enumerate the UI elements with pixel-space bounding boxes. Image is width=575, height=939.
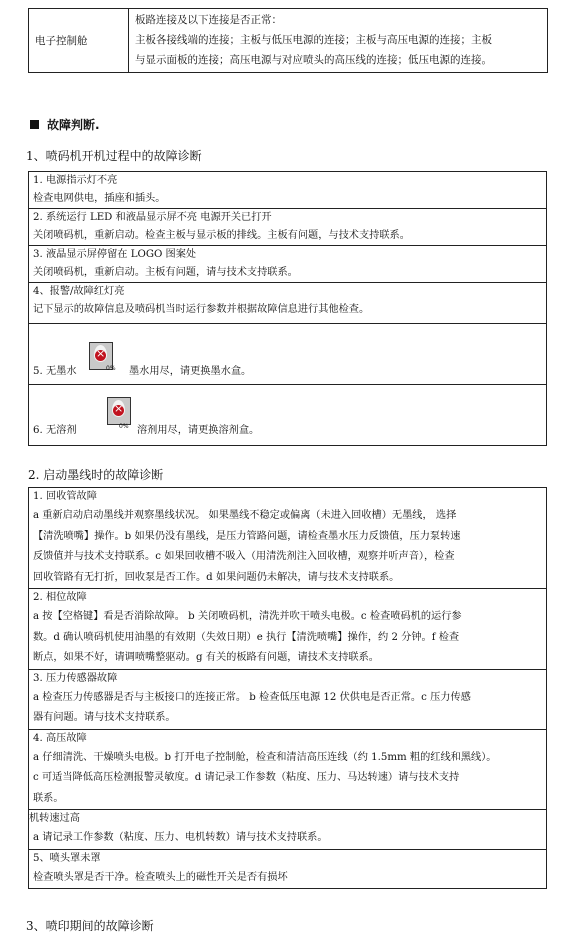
fault-item-1 — [29, 172, 546, 209]
startup-faults-box — [28, 171, 547, 446]
fault-item-phase — [29, 589, 546, 670]
electronic-cabinet-table — [28, 8, 548, 73]
bullet-square-icon — [30, 120, 39, 129]
table-value — [129, 9, 548, 73]
no-solvent-label: 6. 无溶剂 — [33, 425, 77, 436]
fault-body-line: a 仔细清洗、干燥喷头电极。b 打开电子控制舱，检查和清洁高压连线（约 1.5mm 粗的红线和黑线）。 — [33, 751, 497, 763]
fault-title: 5、喷头罩未罩 — [33, 852, 101, 864]
fault-title: 1. 回收管故障 — [33, 491, 97, 502]
section-title: 故障判断. — [47, 118, 100, 132]
fault-body-line: 【清洗喷嘴】操作。b 如果仍没有墨线，是压力管路问题，请检查墨水压力反馈值，压力泵转速 — [33, 530, 461, 542]
fault-body-line: c 可适当降低高压检测报警灵敏度。d 请记录工作参数（粘度、压力、马达转速）请与技术支持 — [33, 772, 460, 783]
fault-item-no-ink — [29, 324, 546, 385]
fault-item-pressure-sensor — [29, 670, 546, 730]
fault-body-line: a 重新启动启动墨线并观察墨线状况。 如果墨线不稳定或偏离（未进入回收槽）无墨线， 选择 — [33, 510, 457, 521]
fault-body: 关闭喷码机，重新启动。主板有问题，请与技术支持联系。 — [33, 267, 298, 278]
table-line: 与显示面板的连接；高压电源与对应喷头的高压线的连接；低压电源的连接。 — [135, 54, 492, 66]
table-line: 主板各接线端的连接；主板与低压电源的连接；主板与高压电源的连接；主板 — [135, 34, 492, 46]
fault-body-line: 数。d 确认喷码机使用油墨的有效期（失效日期）e 执行【清洗喷嘴】操作，约 2 分钟。f 检查 — [33, 631, 460, 643]
fault-title: 3. 压力传感器故障 — [33, 672, 118, 684]
ink-level-text: 0% — [106, 365, 116, 372]
no-solvent-text: 溶剂用尽，请更换溶剂盒。 — [137, 425, 260, 436]
fault-item-2 — [29, 209, 546, 246]
fault-item-motor-speed — [29, 810, 546, 850]
fault-title: 3. 液晶显示屏停留在 LOGO 图案处 — [33, 249, 197, 260]
part3-title: 3、喷印期间的故障诊断 — [26, 919, 154, 933]
fault-item-no-solvent — [29, 385, 546, 445]
fault-body-line: 联系。 — [33, 792, 64, 804]
part1-title: 1、喷码机开机过程中的故障诊断 — [26, 149, 202, 163]
fault-body-line: a 按【空格键】看是否消除故障。 b 关闭喷码机，清洗并吹干喷头电极。c 检查喷码机的运行参 — [33, 611, 462, 622]
fault-body-line: 反馈值并与技术支持联系。c 如果回收槽不吸入（用清洗剂注入回收槽，观察并听声音），检查 — [33, 551, 455, 562]
part2-title: 2. 启动墨线时的故障诊断 — [28, 468, 164, 482]
fault-body-line: 器有问题。请与技术支持联系。 — [33, 712, 176, 723]
fault-title: 2. 系统运行 LED 和液晶显示屏不亮 电源开关已打开 — [33, 212, 272, 223]
fault-body-line: a 请记录工作参数（粘度、压力、电机转数）请与技术支持联系。 — [33, 832, 328, 843]
solvent-level-text: 0% — [119, 423, 129, 430]
fault-title: 2. 相位故障 — [33, 592, 87, 603]
fault-title: 1. 电源指示灯不亮 — [33, 175, 118, 186]
fault-body-line: 断点，如果不好，请调喷嘴整驱动。g 有关的板路有问题，请技术支持联系。 — [33, 652, 379, 663]
fault-body-line: 回收管路有无打折，回收泵是否工作。d 如果问题仍未解决，请与技术支持联系。 — [33, 571, 400, 583]
ink-line-faults-box — [28, 487, 547, 889]
solvent-empty-icon — [107, 397, 131, 425]
no-ink-text: 墨水用尽，请更换墨水盒。 — [129, 366, 252, 377]
table-label: 电子控制舱 — [29, 9, 129, 73]
fault-title: 机转速过高 — [29, 813, 80, 824]
fault-body: 检查电网供电，插座和插头。 — [33, 193, 166, 204]
fault-item-3 — [29, 246, 546, 283]
fault-item-recovery — [29, 488, 546, 589]
fault-item-nozzle-cover — [29, 850, 546, 889]
fault-title: 4、报警/故障红灯亮 — [33, 286, 125, 297]
fault-title: 4. 高压故障 — [33, 732, 87, 744]
fault-body: 关闭喷码机，重新启动。检查主板与显示板的排线。主板有问题，与技术支持联系。 — [33, 230, 410, 241]
fault-body-line: a 检查压力传感器是否与主板接口的连接正常。 b 检查低压电源 12 伏供电是否正常。c 压力传感 — [33, 691, 471, 703]
section-heading — [30, 116, 100, 133]
fault-item-4 — [29, 283, 546, 324]
fault-body: 记下显示的故障信息及喷码机当时运行参数并根据故障信息进行其他检查。 — [33, 304, 370, 315]
table-line: 板路连接及以下连接是否正常： — [135, 14, 282, 26]
fault-item-high-voltage — [29, 730, 546, 811]
no-ink-label: 5. 无墨水 — [33, 366, 77, 377]
fault-body-line: 检查喷头罩是否干净。检查喷头上的磁性开关是否有损坏 — [33, 871, 288, 883]
